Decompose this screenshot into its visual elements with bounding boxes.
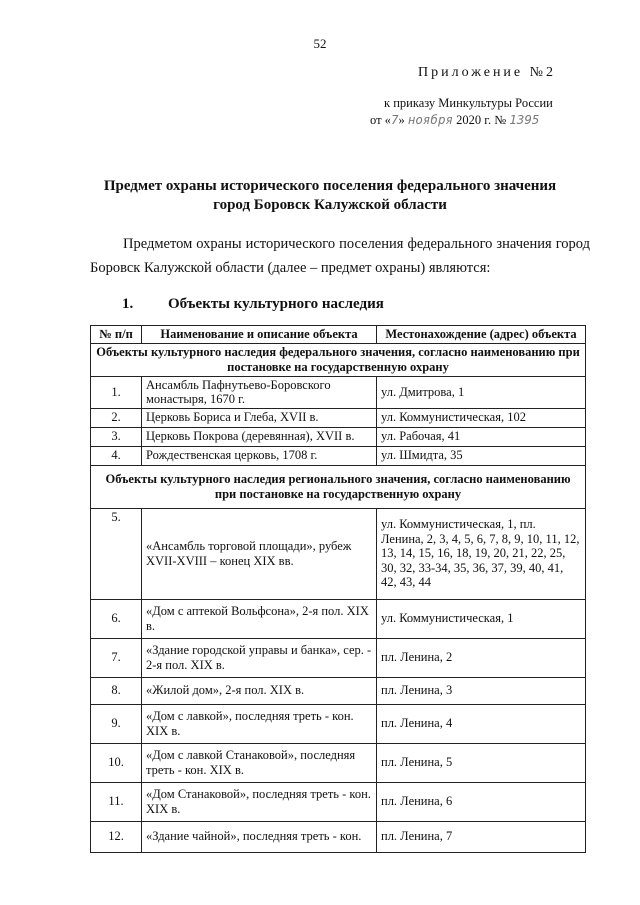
row-number: 6. bbox=[91, 599, 142, 638]
row-address: ул. Коммунистическая, 1 bbox=[377, 599, 586, 638]
row-name: «Ансамбль торговой площади», рубеж XVII-XVIII – конец XIX вв. bbox=[142, 508, 377, 599]
row-name: Церковь Бориса и Глеба, XVII в. bbox=[142, 408, 377, 427]
title-line-2: город Боровск Калужской области bbox=[213, 197, 447, 213]
row-address: ул. Шмидта, 35 bbox=[377, 446, 586, 465]
row-number: 12. bbox=[91, 821, 142, 852]
page-number: 52 bbox=[313, 36, 327, 51]
row-name: «Здание чайной», последняя треть - кон. bbox=[142, 821, 377, 852]
table-row bbox=[91, 408, 586, 427]
row-number: 4. bbox=[91, 446, 142, 465]
title-line-1: Предмет охраны исторического поселения федерального значения bbox=[103, 178, 557, 194]
row-name: «Дом с аптекой Вольфсона», 2-я пол. XIX в. bbox=[142, 599, 377, 638]
row-number: 7. bbox=[91, 638, 142, 677]
table-row bbox=[91, 508, 586, 599]
row-number: 3. bbox=[91, 427, 142, 446]
row-address: ул. Коммунистическая, 1, пл. Ленина, 2, 3, 4, 5, 6, 7, 8, 9, 10, 11, 12, 13, 14, 15, 16, 18, 19, 20, 21, 22, 25, 30, 32, 33-34, 35, 36, 37, 39, 40, 41, 42, 43, 44 bbox=[377, 508, 586, 599]
row-name: «Жилой дом», 2-я пол. XIX в. bbox=[142, 677, 377, 704]
table-row bbox=[91, 376, 586, 408]
header-name: Наименование и описание объекта bbox=[142, 326, 377, 344]
row-number: 8. bbox=[91, 677, 142, 704]
table-row bbox=[91, 782, 586, 821]
section-title: Объекты культурного наследия bbox=[168, 296, 384, 312]
appendix-label: Приложение №2 bbox=[418, 65, 556, 80]
row-number: 1. bbox=[91, 376, 142, 408]
row-address: ул. Рабочая, 41 bbox=[377, 427, 586, 446]
order-mid: » bbox=[398, 113, 408, 127]
row-name: «Здание городской управы и банка», сер. - 2-я пол. XIX в. bbox=[142, 638, 377, 677]
row-address: пл. Ленина, 2 bbox=[377, 638, 586, 677]
row-number: 9. bbox=[91, 704, 142, 743]
order-month: ноября bbox=[407, 112, 453, 127]
row-number: 10. bbox=[91, 743, 142, 782]
order-prefix: от « bbox=[370, 113, 391, 127]
row-number: 11. bbox=[91, 782, 142, 821]
row-name: Церковь Покрова (деревянная), XVII в. bbox=[142, 427, 377, 446]
table-body bbox=[91, 343, 586, 852]
table-row bbox=[91, 446, 586, 465]
group-header: Объекты культурного наследия федерального значения, согласно наименованию при постановке на государственную охрану bbox=[91, 343, 586, 376]
order-day: 7 bbox=[390, 112, 399, 127]
table-row bbox=[91, 743, 586, 782]
row-number: 5. bbox=[91, 508, 142, 599]
table-row bbox=[91, 677, 586, 704]
row-address: пл. Ленина, 7 bbox=[377, 821, 586, 852]
row-address: ул. Коммунистическая, 102 bbox=[377, 408, 586, 427]
order-year: 2020 г. № bbox=[453, 113, 510, 127]
row-number: 2. bbox=[91, 408, 142, 427]
order-line-2 bbox=[370, 112, 539, 128]
group-header-row bbox=[91, 343, 586, 376]
table-header-row bbox=[91, 326, 586, 344]
table-row bbox=[91, 638, 586, 677]
row-name: Рождественская церковь, 1708 г. bbox=[142, 446, 377, 465]
table-row bbox=[91, 704, 586, 743]
heritage-table bbox=[90, 325, 586, 853]
intro-paragraph: Предметом охраны исторического поселения федерального значения город Боровск Калужской области (далее – предмет охраны) являются: bbox=[90, 236, 590, 276]
row-name: «Дом с лавкой Станаковой», последняя треть - кон. XIX в. bbox=[142, 743, 377, 782]
order-number: 1395 bbox=[509, 112, 540, 127]
section-number: 1. bbox=[122, 296, 134, 312]
row-address: пл. Ленина, 5 bbox=[377, 743, 586, 782]
row-name: «Дом Станаковой», последняя треть - кон. XIX в. bbox=[142, 782, 377, 821]
group-header: Объекты культурного наследия регионального значения, согласно наименованию при постановке на государственную охрану bbox=[91, 465, 586, 508]
row-address: пл. Ленина, 6 bbox=[377, 782, 586, 821]
order-line-1: к приказу Минкультуры России bbox=[384, 96, 553, 110]
row-address: пл. Ленина, 3 bbox=[377, 677, 586, 704]
document-title bbox=[80, 177, 580, 215]
header-number: № п/п bbox=[91, 326, 142, 344]
row-address: ул. Дмитрова, 1 bbox=[377, 376, 586, 408]
table-row bbox=[91, 821, 586, 852]
table-row bbox=[91, 427, 586, 446]
row-address: пл. Ленина, 4 bbox=[377, 704, 586, 743]
row-name: «Дом с лавкой», последняя треть - кон. XIX в. bbox=[142, 704, 377, 743]
table-row bbox=[91, 599, 586, 638]
row-name: Ансамбль Пафнутьево-Боровского монастыря, 1670 г. bbox=[142, 376, 377, 408]
header-address: Местонахождение (адрес) объекта bbox=[377, 326, 586, 344]
group-header-row bbox=[91, 465, 586, 508]
